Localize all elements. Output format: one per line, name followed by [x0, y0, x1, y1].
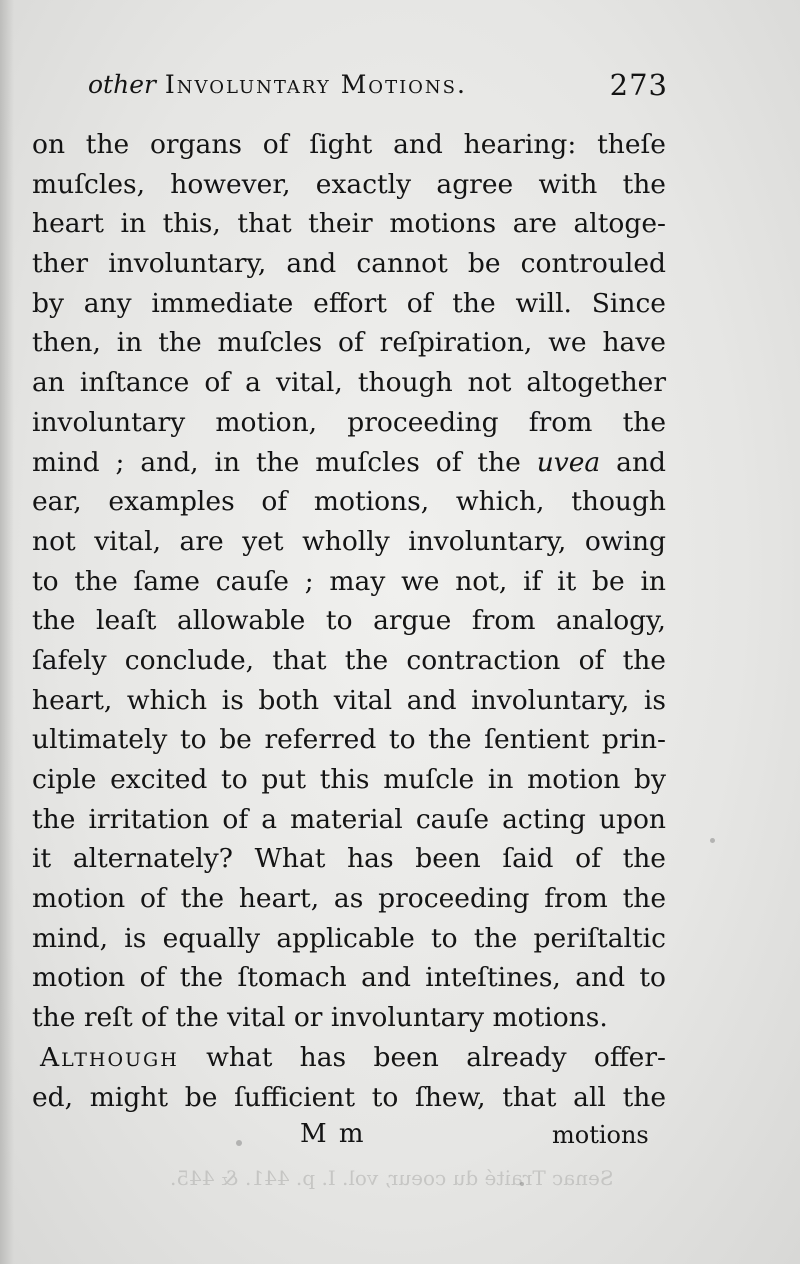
- italic-word-uvea: uvea: [536, 446, 601, 478]
- ink-speck: [710, 838, 715, 843]
- text-line: involuntary motion, proceeding from the: [32, 406, 666, 438]
- text-line-segment: mind ; and, in the muſcles of the: [32, 446, 521, 478]
- text-line: on the organs of ſight and hearing: theſe: [32, 129, 666, 160]
- ink-speck: [520, 1182, 524, 1186]
- page-number: 273: [609, 68, 668, 102]
- text-line: the leaſt allowable to argue from analogy,: [32, 605, 666, 637]
- ink-speck: [236, 1140, 242, 1146]
- text-line: ear, examples of motions, which, though: [32, 486, 666, 518]
- text-line-uvea: [32, 443, 666, 483]
- text-line: not vital, are yet wholly involuntary, owing: [32, 525, 666, 557]
- text-line: heart, which is both vital and involuntary, is: [32, 684, 666, 716]
- text-line: ther involuntary, and cannot be controuled: [32, 248, 666, 280]
- bleed-through-text: Senac Traité du coeur, vol. I. p. 441. & 445.: [170, 1166, 614, 1190]
- text-line: an inſtance of a vital, though not altogether: [32, 367, 666, 399]
- text-line: ciple excited to put this muſcle in motion by: [32, 764, 666, 795]
- text-line: to the ſame cauſe ; may we not, if it be in: [32, 565, 666, 597]
- text-line: heart in this, that their motions are altoge-: [32, 208, 666, 240]
- text-line: it alternately? What has been ſaid of the: [32, 843, 666, 875]
- text-line-segment: and: [616, 446, 666, 478]
- text-line: ultimately to be referred to the ſentient prin-: [32, 724, 666, 756]
- text-line: mind, is equally applicable to the periſtaltic: [32, 922, 666, 954]
- paragraph-2-first-line: [32, 1038, 666, 1078]
- text-line: the irritation of a material cauſe acting upon: [32, 803, 666, 835]
- page-footer: [0, 1119, 800, 1159]
- text-line: the reſt of the vital or involuntary motions.: [32, 1002, 608, 1034]
- body-text: [32, 125, 666, 1117]
- running-title-caps: Involuntary Motions.: [164, 70, 467, 99]
- running-title-italic: other: [88, 70, 156, 99]
- text-line: then, in the muſcles of reſpiration, we have: [32, 327, 666, 359]
- catchword: motions: [552, 1121, 649, 1149]
- text-line: ſafely conclude, that the contraction of the: [32, 644, 666, 676]
- text-line: muſcles, however, exactly agree with the: [32, 168, 666, 200]
- binding-shadow: [0, 0, 14, 1264]
- paragraph-2-lead-rest: what has been already offer-: [206, 1041, 666, 1073]
- paragraph-2-lead-caps: Although: [40, 1041, 179, 1073]
- page-header: [88, 64, 668, 114]
- running-title: [88, 70, 467, 99]
- text-line: motion of the heart, as proceeding from the: [32, 883, 666, 915]
- text-line: motion of the ſtomach and inteſtines, and to: [32, 962, 666, 994]
- signature-mark: M m: [300, 1119, 366, 1149]
- text-line: by any immediate effort of the will. Since: [32, 287, 666, 319]
- paragraph-2-second-line: ed, might be ſufficient to ſhew, that all the: [32, 1081, 666, 1113]
